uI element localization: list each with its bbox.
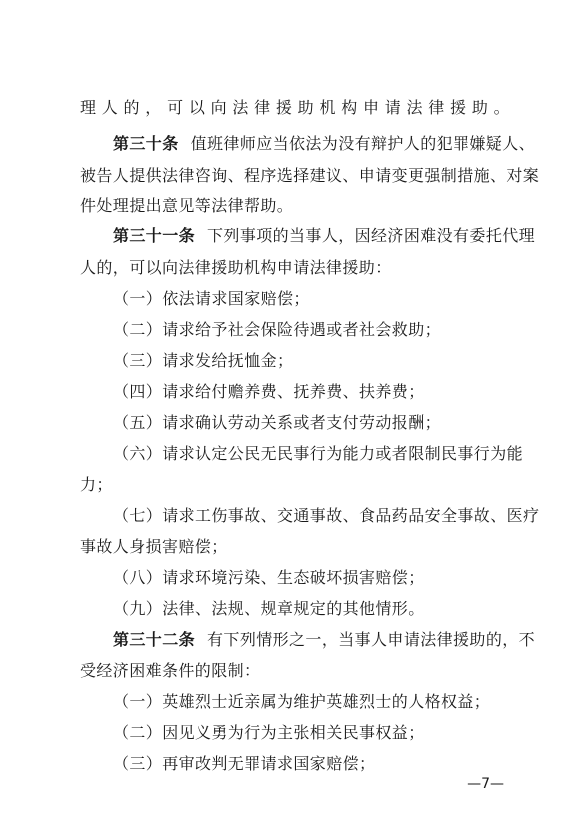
list-item: （九）法律、法规、规章规定的其他情形。 [113, 599, 425, 618]
text-line: 力； [80, 475, 113, 494]
text-line: 件处理提出意见等法律帮助。 [80, 196, 294, 215]
article-number: 第三十二条 [113, 630, 196, 649]
list-item: （八）请求环境污染、生态破坏损害赔偿； [113, 568, 425, 587]
text-line: 人的，可以向法律援助机构申请法律援助： [80, 258, 392, 277]
list-item: （二）请求给予社会保险待遇或者社会救助； [113, 320, 442, 339]
text-line: 理人的，可以向法律援助机构申请法律援助。 [80, 98, 510, 117]
page-number: —7— [467, 776, 504, 792]
list-item: （五）请求确认劳动关系或者支付劳动报酬； [113, 413, 442, 432]
article-32-heading-line: 第三十二条 有下列情形之一，当事人申请法律援助的，不 [113, 630, 536, 649]
list-item: （七）请求工伤事故、交通事故、食品药品安全事故、医疗 [113, 506, 540, 525]
list-item: （六）请求认定公民无民事行为能力或者限制民事行为能 [113, 444, 524, 463]
article-number: 第三十一条 [113, 226, 196, 245]
article-30-heading-line: 第三十条 值班律师应当依法为没有辩护人的犯罪嫌疑人、 [113, 134, 536, 153]
list-item: （四）请求给付赡养费、抚养费、扶养费； [113, 382, 425, 401]
list-item: （一）依法请求国家赔偿； [113, 289, 310, 308]
list-item: （三）请求发给抚恤金； [113, 351, 294, 370]
text-line: 被告人提供法律咨询、程序选择建议、申请变更强制措施、对案 [80, 166, 540, 185]
list-item: （三）再审改判无罪请求国家赔偿； [113, 754, 376, 773]
text-line: 受经济困难条件的限制： [80, 661, 261, 680]
text-line: 事故人身损害赔偿； [80, 537, 228, 556]
list-item: （二）因见义勇为行为主张相关民事权益； [113, 723, 425, 742]
article-number: 第三十条 [113, 134, 179, 153]
list-item: （一）英雄烈士近亲属为维护英雄烈士的人格权益； [113, 692, 491, 711]
article-31-heading-line: 第三十一条 下列事项的当事人，因经济困难没有委托代理 [113, 226, 536, 245]
